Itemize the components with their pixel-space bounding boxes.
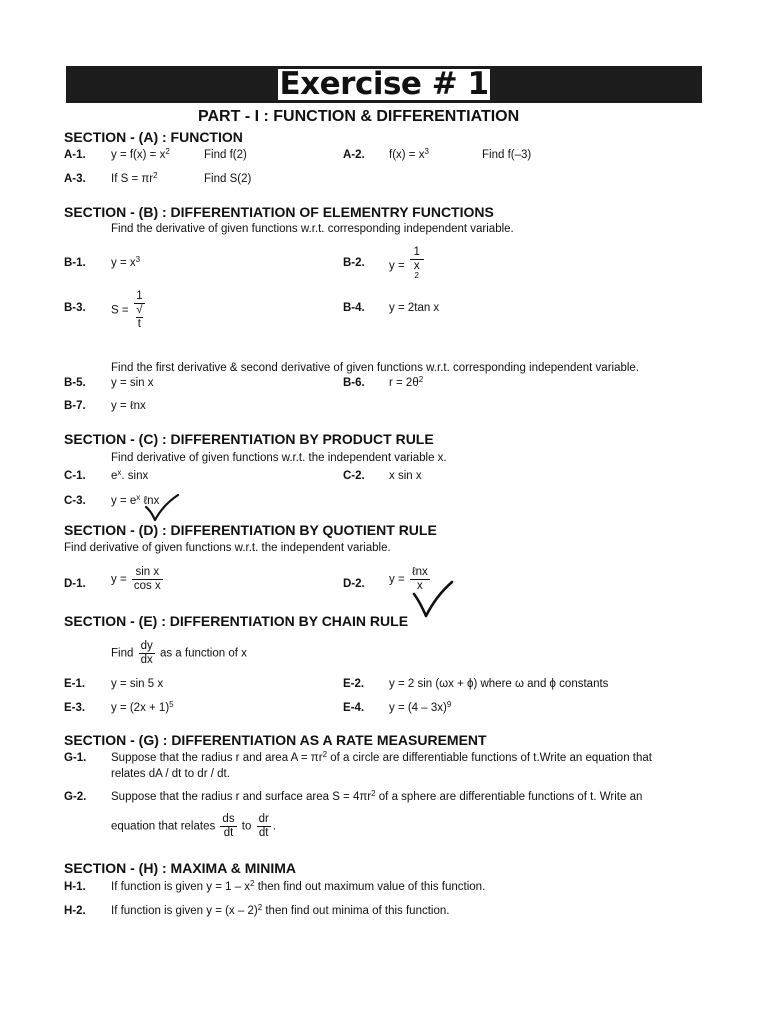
d2-expression: y = $\frac{\text{ℓnx}}{x}$ <box>389 566 428 592</box>
b3-expression: S = 1 √ t <box>111 290 147 331</box>
section-b-heading: SECTION - (B) : DIFFERENTIATION OF ELEMENTRY FUNCTIONS <box>64 204 494 220</box>
e3-expression: $y = (2x + 1)^5$ <box>111 700 174 714</box>
h1-label: H-1. <box>64 881 86 893</box>
g2-text-line1: Suppose that the radius r and surface area $S = 4\pi r^2$ of a sphere are differentiable functions of t. Write an <box>111 789 643 803</box>
section-c-heading: SECTION - (C) : DIFFERENTIATION BY PRODUCT RULE <box>64 431 434 447</box>
section-g-heading: SECTION - (G) : DIFFERENTIATION AS A RATE MEASUREMENT <box>64 732 487 748</box>
e3-label: E-3. <box>64 702 86 714</box>
b3-fraction: 1 √ t <box>134 290 145 331</box>
b3-label: B-3. <box>64 302 86 314</box>
g2-label: G-2. <box>64 791 87 803</box>
g1-label: G-1. <box>64 752 87 764</box>
b1-label: B-1. <box>64 257 86 269</box>
b4-label: B-4. <box>343 302 365 314</box>
b6-expression: $r = 2\theta^2$ <box>389 375 424 389</box>
b2-label: B-2. <box>343 257 365 269</box>
dr-dt-fraction: $\frac{dr}{dt}$ <box>258 813 269 839</box>
a3-label: A-3. <box>64 173 86 185</box>
handwritten-check-mark-1 <box>143 493 181 523</box>
section-c-instruction: Find derivative of given functions w.r.t. the independent variable x. <box>111 452 447 464</box>
e2-expression: y = 2 sin (ωx + ϕ) where ω and ϕ constants <box>389 678 609 690</box>
a2-task: Find f(–3) <box>482 149 532 161</box>
b6-label: B-6. <box>343 377 365 389</box>
b2-expression: y = 1 x $^2$ <box>389 246 426 286</box>
section-e-heading: SECTION - (E) : DIFFERENTIATION BY CHAIN RULE <box>64 613 409 629</box>
b4-expression: y = 2tan x <box>389 302 440 314</box>
a1-label: A-1. <box>64 149 86 161</box>
exercise-title: Exercise # 1 <box>276 67 492 102</box>
b7-label: B-7. <box>64 400 86 412</box>
dy-dx-fraction: $\frac{dy}{dx}$ <box>140 640 153 666</box>
c1-label: C-1. <box>64 470 86 482</box>
section-b-instruction: Find the derivative of given functions w.r.t. corresponding independent variable. <box>111 223 514 235</box>
e1-expression: y = sin 5 x <box>111 678 164 690</box>
c3-expression: $y = e^x$ ℓnx <box>111 493 160 507</box>
b7-expression: y = ℓnx <box>111 400 146 412</box>
g2-text-line2: equation that relates $\frac{ds}{dt}$ to $\frac{dr}{dt}$ . <box>111 813 277 839</box>
d1-label: D-1. <box>64 578 86 590</box>
part-title: PART - I : FUNCTION & DIFFERENTIATION <box>198 108 520 125</box>
section-h-heading: SECTION - (H) : MAXIMA & MINIMA <box>64 860 297 876</box>
d1-expression: y = $\frac{\text{sin x}}{\text{cos x}}$ <box>111 566 161 592</box>
d1-fraction: $\frac{\text{sin x}}{\text{cos x}}$ <box>133 566 161 592</box>
section-d-heading: SECTION - (D) : DIFFERENTIATION BY QUOTIENT RULE <box>64 522 437 538</box>
c3-label: C-3. <box>64 495 86 507</box>
e4-label: E-4. <box>343 702 365 714</box>
ds-dt-fraction: $\frac{ds}{dt}$ <box>222 813 235 839</box>
h2-text: If function is given y = (x – 2)$^2$ then find out minima of this function. <box>111 903 450 917</box>
e1-label: E-1. <box>64 678 86 690</box>
a2-label: A-2. <box>343 149 365 161</box>
e-find-instruction: Find $\frac{dy}{dx}$ as a function of x <box>111 640 247 666</box>
c1-expression: $e^x$. sinx <box>111 468 149 482</box>
e2-label: E-2. <box>343 678 365 690</box>
a3-task: Find S(2) <box>204 173 252 185</box>
a1-task: Find f(2) <box>204 149 247 161</box>
b2-fraction: 1 x $^2$ <box>410 246 424 286</box>
section-d-instruction: Find derivative of given functions w.r.t. the independent variable. <box>64 542 391 554</box>
g1-text-line1: Suppose that the radius r and area $A = \pi r^2$ of a circle are differentiable functions of t.Write an equation that <box>111 750 652 764</box>
a2-expression: $f(x) = x^3$ <box>389 147 429 161</box>
e4-expression: y = (4 – 3x)$^9$ <box>389 700 452 714</box>
section-a-heading: SECTION - (A) : FUNCTION <box>64 129 243 145</box>
b5-expression: y = sin x <box>111 377 154 389</box>
g1-text-line2: relates dA / dt to dr / dt. <box>111 768 230 780</box>
d2-label: D-2. <box>343 578 365 590</box>
d2-fraction: $\frac{\text{ℓnx}}{x}$ <box>411 566 428 592</box>
handwritten-check-mark-2 <box>410 580 456 620</box>
h1-text: If function is given $y = 1 - x^2$ then find out maximum value of this function. <box>111 879 486 893</box>
a3-expression: If $S = \pi r^2$ <box>111 171 158 185</box>
section-b-instruction-2: Find the first derivative & second derivative of given functions w.r.t. corresponding independent variable. <box>111 362 640 374</box>
c2-expression: x sin x <box>389 470 422 482</box>
b5-label: B-5. <box>64 377 86 389</box>
c2-label: C-2. <box>343 470 365 482</box>
a1-expression: $y = f(x) = x^2$ <box>111 147 170 161</box>
h2-label: H-2. <box>64 905 86 917</box>
b1-expression: $y = x^3$ <box>111 255 141 269</box>
